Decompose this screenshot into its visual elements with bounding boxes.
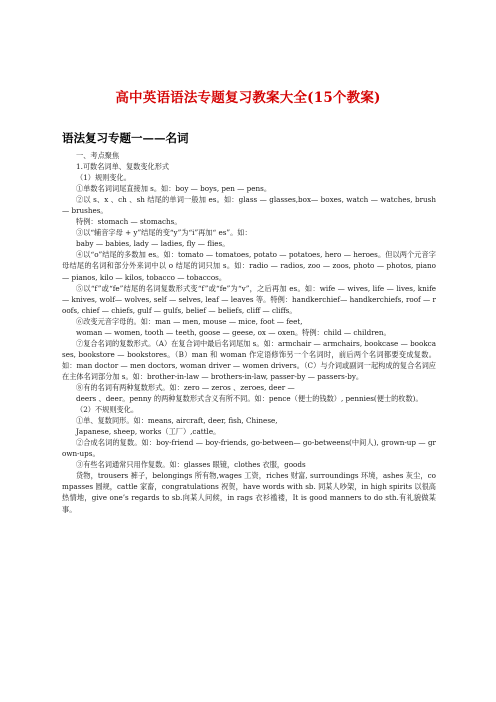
paragraph: ⑤以“f”或“fe”结尾的名词复数形式变“f”或“fe”为“v”，之后再加 es。如：wife — wives, life — lives, knife — knives, wolf— wolves, self — selves, leaf — leaves 等。特例：handkerchief— handkerchiefs, roof — roofs, chief — chiefs, gulf — gulfs, belief — beliefs, cliff — cliffs。: [62, 283, 436, 315]
paragraph: ⑥改变元音字母的。如：man — men, mouse — mice, foot — feet,: [76, 316, 303, 326]
paragraph: 1.可数名词单、复数变化形式: [76, 162, 170, 172]
paragraph: 货物，trousers 裤子，belongings 所有物,wages 工资，riches 财富, surroundings 环境，ashes 灰尘，compasses 圆规，cattle 家畜，congratulations 祝贺，have words with sb. 同某人吵架，in high spirits 以很高热情地，give one’s regards to sb.向某人问候，in rags 衣衫褴褛，It is good manners to do sth.有礼貌做某事。: [62, 471, 436, 514]
paragraph: 一、考点聚焦: [76, 151, 120, 160]
paragraph: （2）不规则变化。: [76, 405, 139, 415]
paragraph: deers 、deer。penny 的两种复数形式含义有所不同。如：pence（便士的钱数）, pennies(便士的枚数)。: [76, 394, 423, 404]
document-body: [62, 150, 436, 515]
paragraph: ⑦复合名词的复数形式。（A）在复合词中最后名词尾加 s。如：armchair — armchairs, bookcase — bookcases, bookstore — bookstores。（B）man 和 woman 作定语修饰另一个名词时，前后两个名词都要变成复数。如：man doctor — men doctors, woman driver — women drivers。（C）与介词或副词一起构成的复合名词应在主体名词部分加 s。如：brother-in-law — brothers-in-law, passer-by — passers-by。: [62, 338, 436, 381]
paragraph: ①单数名词词尾直接加 s。如：boy — boys, pen — pens。: [76, 184, 272, 194]
paragraph: ③有些名词通常只用作复数。如：glasses 眼镜，clothes 衣服，goods: [76, 460, 306, 470]
paragraph: baby — babies, lady — ladies, fly — flies。: [76, 239, 230, 249]
paragraph: ②合成名词的复数。如：boy-friend — boy-friends, go-between— go-betweens(中间人), grown-up — grown-ups。: [62, 438, 436, 459]
paragraph: ④以“o”结尾的多数加 es。如：tomato — tomatoes, potato — potatoes, hero — heroes。但以两个元音字母结尾的名词和部分外来词中以 o 结尾的词只加 s。如：radio — radios, zoo — zoos, photo — photos, piano — pianos, kilo — kilos, tobacco — tobaccos。: [62, 250, 436, 282]
page-title: 高中英语语法专题复习教案大全(15个教案): [115, 90, 381, 106]
paragraph: ③以“辅音字母 + y”结尾的变“y”为“i”再加“ es”。如：: [76, 228, 252, 238]
paragraph: （1）规则变化。: [76, 173, 131, 183]
paragraph: woman — women, tooth — teeth, goose — geese, ox — oxen。特例：child — children。: [76, 327, 391, 337]
paragraph: ⑧有的名词有两种复数形式。如：zero — zeros 、zeroes, deer —: [76, 382, 295, 392]
paragraph: ②以 s、x 、ch 、sh 结尾的单词一般加 es。如：glass — glasses,box— boxes, watch — watches, brush — brushes。: [62, 195, 436, 216]
paragraph: Japanese, sheep, works（工厂）,cattle。: [76, 427, 221, 437]
paragraph: ①单、复数同形。如：means, aircraft, deer, fish, Chinese,: [76, 416, 278, 426]
section-title: 语法复习专题一——名词: [62, 131, 189, 145]
paragraph: 特例：stomach — stomachs。: [76, 217, 182, 227]
